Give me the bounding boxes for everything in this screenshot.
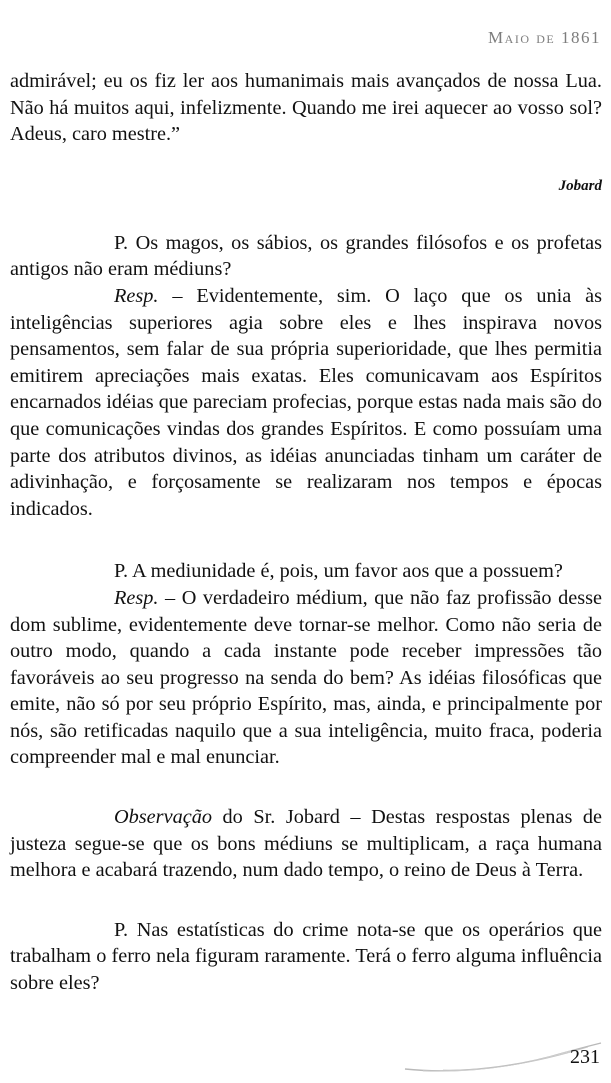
signature: Jobard	[558, 177, 602, 194]
answer-2	[10, 585, 602, 771]
answer-1-text: – Evidentemente, sim. O laço que os unia às inteligências superiores agia sobre eles e lhes inspirava novos pensamentos, sem falar de sua própria superioridade, que lhes permitia emitirem apreciações mais exatas. Eles comunicavam aos Espíritos encarnados idéias que pareciam profecias, porque estas nada mais são do que comunicações vindas dos grandes Espíritos. E como possuíam uma parte dos atributos divinos, as idéias anunciadas tinham um caráter de adivinhação, e forçosamente se realizaram nos tempos e épocas indicados.	[10, 284, 602, 520]
resp-label: Resp.	[114, 284, 159, 307]
answer-2-text: – O verdadeiro médium, que não faz profissão desse dom sublime, evidentemente deve tornar-se melhor. Como não seria de outro modo, quando a cada instante pode receber impressões tão favoráveis ao seu progresso na senda do bem? As idéias filosóficas que emite, não só por seu próprio Espírito, mas, ainda, e principalmente por nós, são retificadas naquilo que a sua inteligência, muito fraca, poderia compreender mal e mal enunciar.	[10, 586, 602, 769]
observation	[10, 804, 602, 884]
page-footer	[403, 1035, 603, 1075]
running-header: Maio de 1861	[488, 28, 601, 47]
observation-label: Observação	[114, 806, 212, 829]
page-body	[10, 68, 602, 997]
answer-1	[10, 283, 602, 522]
question-1: P. Os magos, os sábios, os grandes filósofos e os profetas antigos não eram médiuns?	[10, 231, 602, 281]
observation-text: do Sr. Jobard – Destas respostas plenas de justeza segue-se que os bons médiuns se multiplicam, a raça humana melhora e acabará trazendo, num dado tempo, o reino de Deus à Terra.	[10, 806, 602, 882]
question-2: P. A mediunidade é, pois, um favor aos que a possuem?	[114, 560, 563, 583]
resp-label: Resp.	[114, 586, 159, 609]
opening-paragraph: admirável; eu os fiz ler aos humanimais mais avançados de nossa Lua. Não há muitos aqui, infelizmente. Quando me irei aquecer ao vosso sol? Adeus, caro mestre.”	[10, 70, 602, 146]
page-number: 231	[570, 1046, 600, 1068]
question-3: P. Nas estatísticas do crime nota-se que os operários que trabalham o ferro nela figuram raramente. Terá o ferro alguma influência sobre eles?	[10, 918, 602, 995]
